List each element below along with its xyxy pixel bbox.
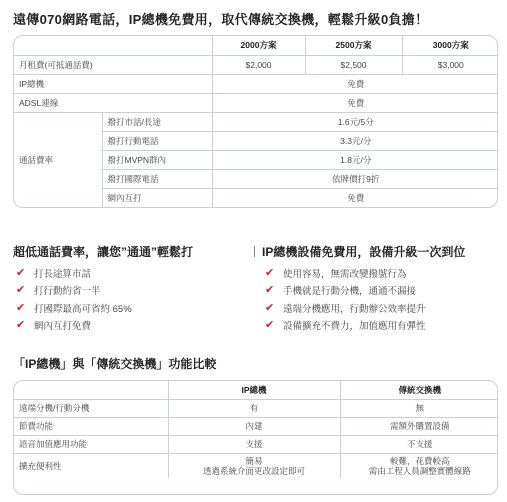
call-rate-value: 1.6元/5分 [212, 112, 498, 131]
call-rate-value: 免費 [212, 188, 498, 207]
ip-pbx-row [14, 74, 498, 93]
list-item [16, 282, 132, 300]
plan-2000-header: 2000方案 [212, 36, 305, 55]
ip-pbx-value: 免費 [212, 74, 498, 93]
ip-pbx-cell: 支援 [168, 435, 340, 453]
adsl-row [14, 93, 498, 112]
traditional-cell: 不支援 [340, 435, 498, 453]
table-row [14, 417, 498, 435]
list-item [16, 264, 132, 282]
call-rate-label: 撥打MVPN群內 [102, 150, 212, 169]
feature-text: 打行動約省一半 [34, 286, 101, 298]
pricing-header-row [14, 36, 498, 55]
feature-text: 設備擴充不費力，加值應用有彈性 [283, 321, 426, 333]
monthly-fee-2500: $2,500 [305, 55, 402, 74]
monthly-fee-3000: $3,000 [402, 55, 498, 74]
table-row [14, 435, 498, 453]
ip-pbx-column-header: IP總機 [168, 381, 340, 399]
monthly-fee-row [14, 55, 498, 74]
call-rate-row [14, 112, 498, 131]
list-item [265, 282, 426, 300]
checkmark-icon: ✔ [265, 266, 275, 279]
checkmark-icon: ✔ [16, 266, 26, 279]
traditional-cell-line2: 需由工程人員調整實體線路 [368, 465, 471, 476]
plan-2500-header: 2500方案 [305, 36, 402, 55]
traditional-cell: 無 [340, 399, 498, 417]
low-rate-section-title: 超低通話費率，讓您”通通”輕鬆打 [13, 245, 194, 259]
low-rate-feature-list [16, 264, 132, 334]
call-rate-value: 依牌價打9折 [212, 169, 498, 188]
ip-pbx-feature-list [265, 264, 426, 334]
ip-pbx-cell: 內建 [168, 417, 340, 435]
call-rate-label: 撥打市話/長途 [102, 112, 212, 131]
adsl-label: ADSL連線 [14, 93, 212, 112]
ip-pbx-cell: 有 [168, 399, 340, 417]
call-rate-group-label: 通話費率 [14, 112, 102, 207]
call-rate-value: 1.8元/分 [212, 150, 498, 169]
feature-text: 網內互打免費 [34, 321, 92, 333]
call-rate-label: 網內互打 [102, 188, 212, 207]
checkmark-icon: ✔ [16, 319, 26, 332]
traditional-cell [340, 453, 498, 478]
list-item [265, 299, 426, 317]
monthly-fee-label: 月租費(可抵通話費) [14, 55, 212, 74]
comparison-header-row [14, 381, 498, 399]
comparison-table [13, 380, 498, 495]
ip-pbx-cell [168, 453, 340, 478]
feature-label: 節費功能 [14, 417, 168, 435]
table-row [14, 399, 498, 417]
feature-text: 手機就是行動分機，通通不漏接 [283, 286, 417, 298]
checkmark-icon: ✔ [265, 319, 275, 332]
plan-3000-header: 3000方案 [402, 36, 498, 55]
feature-text: 打國際最高可省約 65% [34, 303, 132, 315]
adsl-value: 免費 [212, 93, 498, 112]
feature-text: 遠端分機應用，行動辦公效率提升 [283, 303, 426, 315]
ip-pbx-cell-line2: 透過系統介面更改設定即可 [202, 465, 305, 476]
traditional-cell: 需額外購置設備 [340, 417, 498, 435]
call-rate-value: 3.3元/分 [212, 131, 498, 150]
comparison-header-blank [14, 381, 168, 399]
section-divider [254, 246, 255, 257]
list-item [16, 317, 132, 335]
feature-label: 遠端分機/行動分機 [14, 399, 168, 417]
call-rate-label: 撥打行動電話 [102, 131, 212, 150]
page-headline: 遠傳070網路電話，IP總機免費用，取代傳統交換機，輕鬆升級0負擔！ [13, 12, 429, 27]
ip-pbx-section-title [254, 243, 465, 260]
ip-pbx-label: IP總機 [14, 74, 212, 93]
list-item [265, 264, 426, 282]
list-item [16, 299, 132, 317]
feature-label: 擴充便利性 [14, 453, 168, 478]
pricing-table [13, 35, 498, 208]
checkmark-icon: ✔ [265, 284, 275, 297]
list-item [265, 317, 426, 335]
feature-label: 語音加值應用功能 [14, 435, 168, 453]
monthly-fee-2000: $2,000 [212, 55, 305, 74]
table-row [14, 453, 498, 478]
feature-text: 打長途算市話 [34, 268, 92, 280]
feature-text: 使用容易，無需改變撥號行為 [283, 268, 407, 280]
comparison-section-title: 「IP總機」與「傳統交換機」功能比較 [13, 357, 217, 371]
call-rate-label: 撥打國際電話 [102, 169, 212, 188]
traditional-column-header: 傳統交換機 [340, 381, 498, 399]
checkmark-icon: ✔ [16, 284, 26, 297]
ip-pbx-section-title-text: IP總機設備免費用，設備升級一次到位 [262, 245, 466, 259]
pricing-header-blank [14, 36, 212, 55]
checkmark-icon: ✔ [16, 301, 26, 314]
traditional-cell-line1: 較難，花費較高 [389, 455, 450, 466]
checkmark-icon: ✔ [265, 301, 275, 314]
ip-pbx-cell-line1: 簡易 [245, 455, 263, 466]
